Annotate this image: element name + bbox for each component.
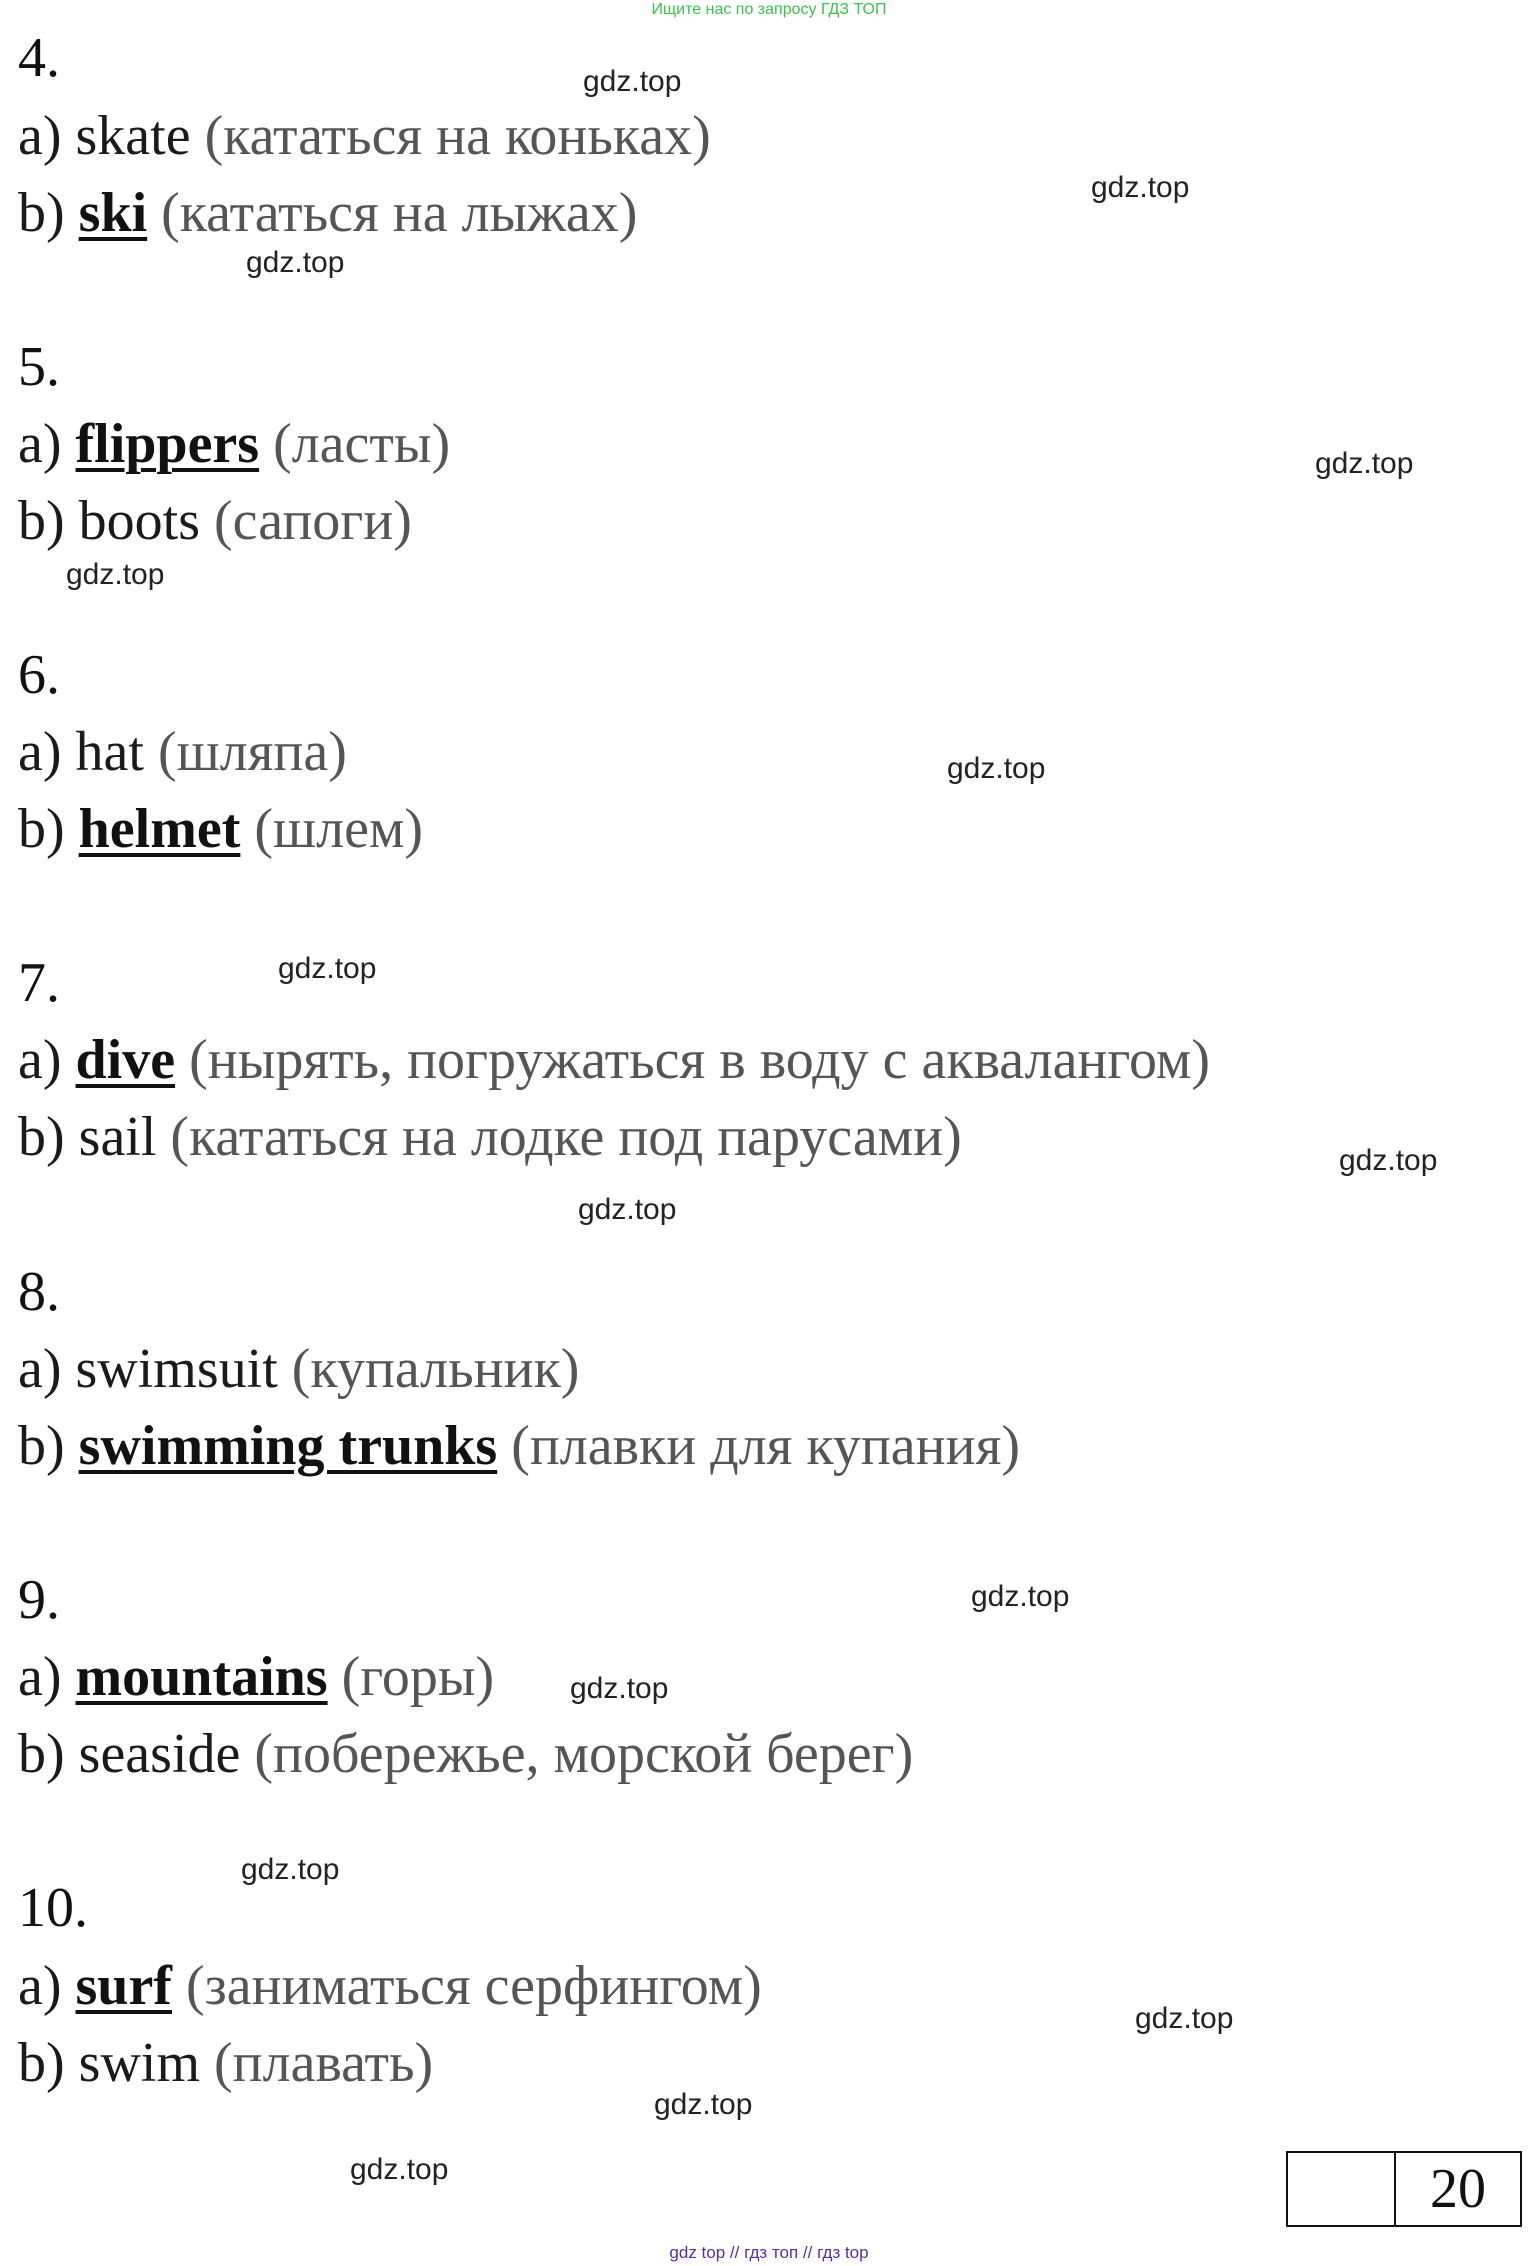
watermark: gdz.top	[246, 246, 345, 279]
option-a	[18, 1647, 494, 1707]
option-translation: (ласты)	[273, 413, 451, 475]
watermark: gdz.top	[971, 1580, 1070, 1613]
watermark: gdz.top	[1135, 2002, 1234, 2035]
option-label: b)	[18, 182, 65, 244]
option-translation: (шлем)	[254, 798, 424, 860]
item-number: 8.	[18, 1261, 60, 1323]
watermark: gdz.top	[1339, 1144, 1438, 1177]
watermark: gdz.top	[570, 1672, 669, 1705]
option-translation: (заниматься серфингом)	[185, 1955, 762, 2017]
answer-word: mountains	[75, 1646, 328, 1708]
item-number: 4.	[18, 27, 60, 89]
watermark: gdz.top	[578, 1193, 677, 1226]
option-word: boots	[78, 490, 201, 552]
option-word: skate	[75, 105, 191, 167]
item-number: 7.	[18, 952, 60, 1014]
option-translation: (шляпа)	[157, 721, 347, 783]
answer-word: flippers	[75, 413, 260, 475]
footer: gdz top // гдз топ // гдз top	[669, 2243, 869, 2262]
watermark: gdz.top	[654, 2088, 753, 2121]
option-a	[18, 414, 450, 474]
option-label: a)	[18, 1646, 62, 1708]
watermark: gdz.top	[241, 1853, 340, 1886]
answer-word: ski	[78, 182, 148, 244]
watermark: gdz.top	[66, 558, 165, 591]
item-number: 5.	[18, 336, 60, 398]
option-a	[18, 1030, 1210, 1090]
option-b	[18, 1107, 962, 1167]
option-label: b)	[18, 1415, 65, 1477]
watermark: gdz.top	[583, 65, 682, 98]
option-b	[18, 1416, 1020, 1476]
option-a	[18, 106, 711, 166]
watermark: gdz.top	[350, 2153, 449, 2186]
option-label: b)	[18, 1106, 65, 1168]
option-a	[18, 1339, 579, 1399]
option-b	[18, 799, 423, 859]
score-value: 20	[1430, 2158, 1486, 2220]
option-word: hat	[75, 721, 144, 783]
option-translation: (плавать)	[214, 2032, 434, 2094]
score-box	[1286, 2151, 1522, 2227]
option-a	[18, 1956, 762, 2016]
item-number: 6.	[18, 644, 60, 706]
option-label: b)	[18, 490, 65, 552]
option-label: a)	[18, 1029, 62, 1091]
option-label: a)	[18, 1338, 62, 1400]
watermark: gdz.top	[1315, 447, 1414, 480]
option-translation: (кататься на коньках)	[204, 105, 711, 167]
option-label: b)	[18, 798, 65, 860]
option-translation: (плавки для купания)	[511, 1415, 1020, 1477]
option-label: a)	[18, 105, 62, 167]
answer-word: helmet	[78, 798, 241, 860]
option-word: swim	[78, 2032, 201, 2094]
option-word: sail	[78, 1106, 157, 1168]
option-a	[18, 722, 347, 782]
answer-word: dive	[75, 1029, 176, 1091]
option-translation: (сапоги)	[214, 490, 412, 552]
item-number: 9.	[18, 1569, 60, 1631]
option-label: a)	[18, 1955, 62, 2017]
top-banner: Ищите нас по запросу ГДЗ ТОП	[651, 1, 887, 18]
option-b	[18, 183, 637, 243]
option-word: swimsuit	[75, 1338, 278, 1400]
option-word: seaside	[78, 1723, 241, 1785]
option-translation: (кататься на лыжах)	[161, 182, 638, 244]
option-label: a)	[18, 721, 62, 783]
option-b	[18, 2033, 433, 2093]
item-number: 10.	[18, 1877, 88, 1939]
answer-word: surf	[75, 1955, 172, 2017]
answer-word: swimming trunks	[78, 1415, 498, 1477]
option-label: b)	[18, 2032, 65, 2094]
option-translation: (кататься на лодке под парусами)	[170, 1106, 962, 1168]
option-b	[18, 1724, 913, 1784]
option-translation: (побережье, морской берег)	[254, 1723, 914, 1785]
option-translation: (нырять, погружаться в воду с аквалангом)	[189, 1029, 1210, 1091]
option-b	[18, 491, 412, 551]
watermark: gdz.top	[947, 752, 1046, 785]
option-label: a)	[18, 413, 62, 475]
option-translation: (купальник)	[291, 1338, 580, 1400]
option-translation: (горы)	[341, 1646, 495, 1708]
score-empty-cell	[1288, 2153, 1396, 2225]
watermark: gdz.top	[278, 952, 377, 985]
watermark: gdz.top	[1091, 171, 1190, 204]
option-label: b)	[18, 1723, 65, 1785]
